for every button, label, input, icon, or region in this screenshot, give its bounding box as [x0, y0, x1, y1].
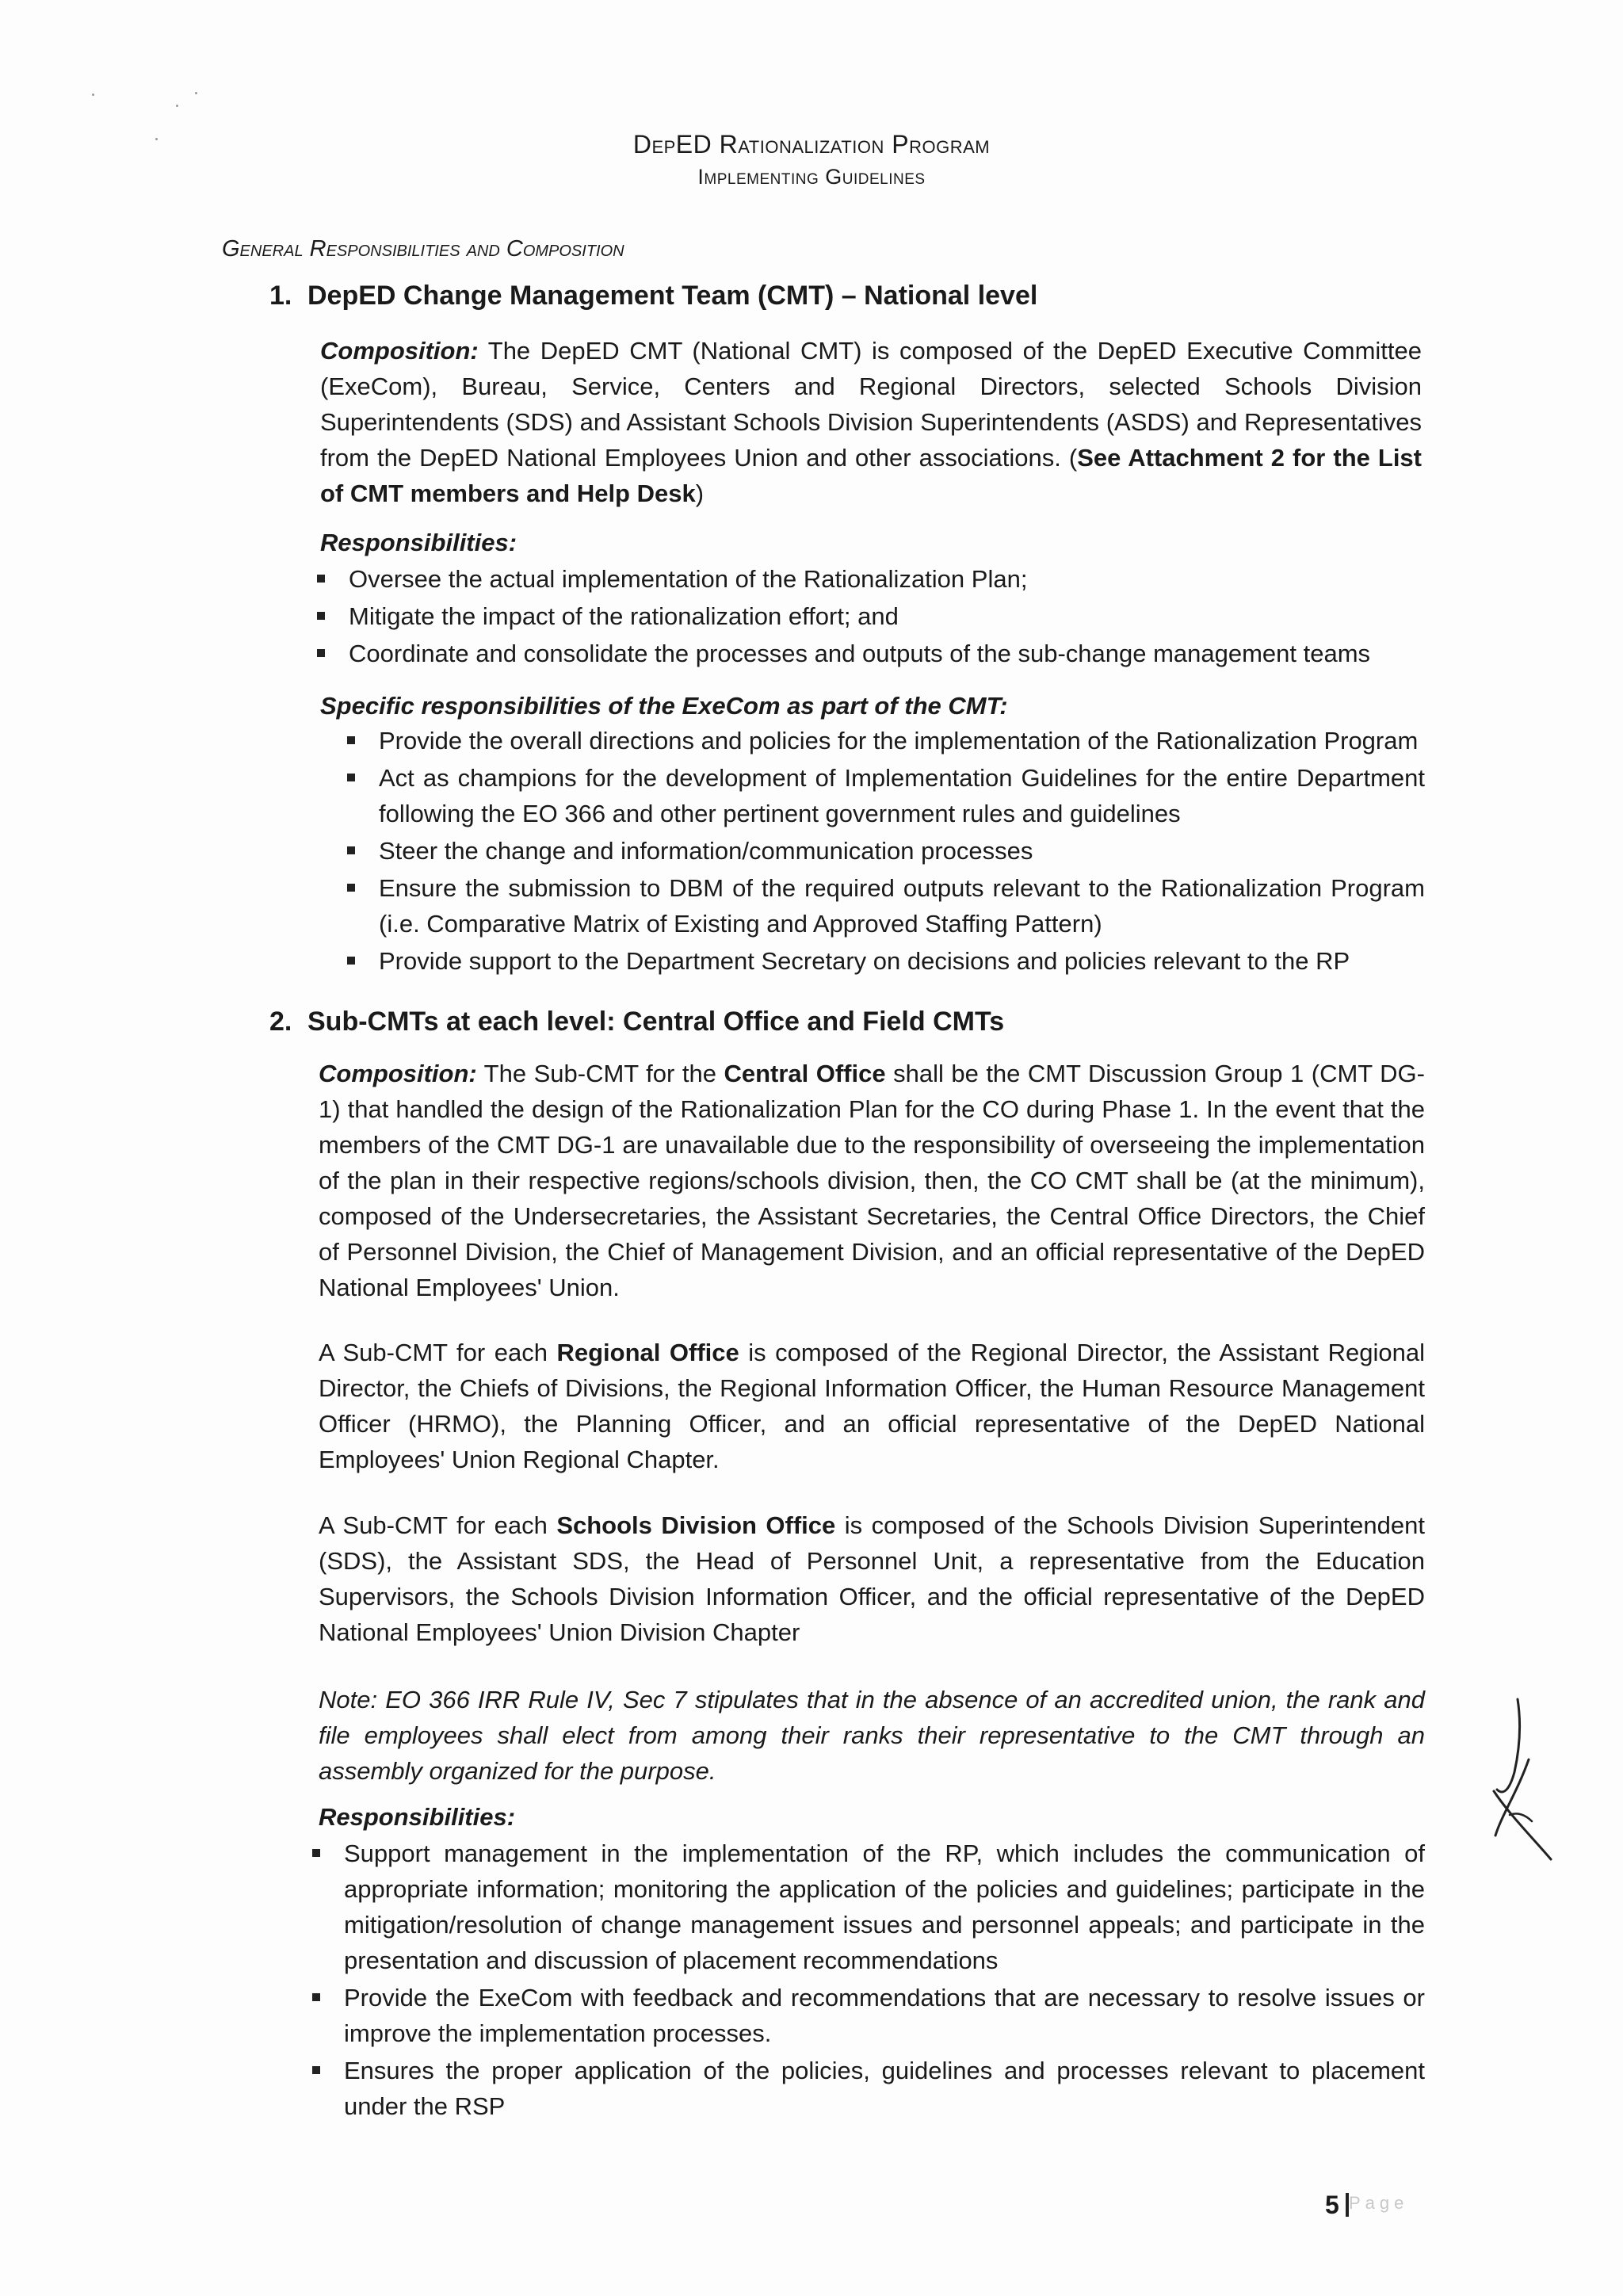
- execom-responsibilities-list: [346, 723, 1425, 980]
- document-title: DepED Rationalization Program: [632, 130, 991, 159]
- composition-text: The DepED CMT (National CMT) is composed of the DepED Executive Committee (ExeCom), Bureau, Service, Centers and Regional Directors, selected Schools Division Superintendents (SDS) and Assistant Schools Division Superintendents (ASDS) and Representatives from the DepED National Employees Union and other associations. (: [320, 337, 1422, 472]
- section-2-heading: [269, 1007, 1004, 1037]
- attachment-reference: See Attachment 2 for the List of CMT members and Help Desk: [320, 444, 1422, 507]
- regional-office-term: Regional Office: [556, 1339, 739, 1366]
- scan-speck: [92, 94, 94, 96]
- list-item: Oversee the actual implementation of the Rationalization Plan;: [315, 561, 1425, 597]
- section-1-composition: [320, 333, 1422, 511]
- central-office-term: Central Office: [724, 1060, 886, 1087]
- section-1-responsibilities-label: Responsibilities:: [320, 529, 517, 556]
- composition-text: A Sub-CMT for each: [319, 1339, 557, 1366]
- composition-text: A Sub-CMT for each: [319, 1511, 557, 1539]
- composition-label: Composition:: [320, 337, 479, 365]
- composition-text: shall be the CMT Discussion Group 1 (CMT DG-1) that handled the design of the Rationalization Plan for the CO during Phase 1. In the event that the members of the CMT DG-1 are unavailable due to the responsibility of overseeing the implementation of the plan in their respective regions/schools division, then, the CO CMT shall be (at the minimum), composed of the Undersecretaries, the Assistant Secretaries, the Central Office Directors, the Chief of Personnel Division, the Chief of Management Division, and an official representative of the DepED National Employees' Union.: [319, 1060, 1425, 1301]
- execom-responsibilities-label: Specific responsibilities of the ExeCom as part of the CMT:: [320, 692, 1008, 720]
- list-item: Coordinate and consolidate the processes and outputs of the sub-change management teams: [315, 636, 1425, 671]
- central-office-composition: [319, 1056, 1425, 1305]
- union-note: Note: EO 366 IRR Rule IV, Sec 7 stipulates that in the absence of an accredited union, the rank and file employees shall elect from among their ranks their representative to the CMT through an assembly organized for the purpose.: [319, 1686, 1425, 1785]
- composition-text: The Sub-CMT for the: [476, 1060, 724, 1087]
- section-1-heading: [269, 281, 1037, 311]
- handwritten-initials: [1486, 1696, 1557, 1862]
- page-number: [1325, 2191, 1349, 2220]
- schools-division-term: Schools Division Office: [556, 1511, 836, 1539]
- scan-speck: [195, 92, 197, 94]
- section-2-responsibilities-label: Responsibilities:: [319, 1803, 516, 1831]
- list-item: Provide the overall directions and policies for the implementation of the Rationalization Program: [346, 723, 1425, 758]
- composition-close: ): [695, 479, 705, 507]
- list-item: Ensure the submission to DBM of the required outputs relevant to the Rationalization Program (i.e. Comparative Matrix of Existing and Approved Staffing Pattern): [346, 870, 1425, 942]
- list-item: Provide the ExeCom with feedback and recommendations that are necessary to resolve issues or improve the implementation processes.: [311, 1980, 1425, 2051]
- regional-office-composition: [319, 1335, 1425, 1477]
- general-heading: General Responsibilities and Composition: [222, 236, 624, 262]
- list-item: Act as champions for the development of Implementation Guidelines for the entire Department following the EO 366 and other pertinent government rules and guidelines: [346, 760, 1425, 831]
- section-1-responsibilities-list: [315, 561, 1425, 673]
- list-item: Ensures the proper application of the policies, guidelines and processes relevant to placement under the RSP: [311, 2053, 1425, 2124]
- list-item: Support management in the implementation of the RP, which includes the communication of appropriate information; monitoring the application of the policies and guidelines; participate in the mitigation/resolution of change management issues and personnel appeals; and participate in the presentation and discussion of placement recommendations: [311, 1836, 1425, 1978]
- list-item: Provide support to the Department Secretary on decisions and policies relevant to the RP: [346, 943, 1425, 979]
- document-subtitle: Implementing Guidelines: [697, 165, 926, 189]
- section-2-title: Sub-CMTs at each level: Central Office and Field CMTs: [307, 1007, 1005, 1037]
- scan-speck: [176, 105, 178, 107]
- section-1-title: DepED Change Management Team (CMT) – National level: [307, 281, 1038, 311]
- schools-division-composition: [319, 1507, 1425, 1650]
- section-1-number: 1.: [269, 281, 292, 311]
- composition-text: is composed of the Regional Director, the Assistant Regional Director, the Chiefs of Divisions, the Regional Information Officer, the Human Resource Management Officer (HRMO), the Planning Officer, and an official representative of the DepED National Employees' Union Regional Chapter.: [319, 1339, 1425, 1473]
- section-2-number: 2.: [269, 1007, 292, 1037]
- composition-text: is composed of the Schools Division Superintendent (SDS), the Assistant SDS, the Head of Personnel Unit, a representative from the Education Supervisors, the Schools Division Information Officer, and the official representative of the DepED National Employees' Union Division Chapter: [319, 1511, 1425, 1646]
- faint-page-label: Page: [1349, 2193, 1409, 2213]
- list-item: Mitigate the impact of the rationalization effort; and: [315, 598, 1425, 634]
- page-number-value: 5: [1325, 2191, 1339, 2219]
- section-2-responsibilities-list: [311, 1836, 1425, 2126]
- composition-label: Composition:: [319, 1060, 477, 1087]
- list-item: Steer the change and information/communication processes: [346, 833, 1425, 869]
